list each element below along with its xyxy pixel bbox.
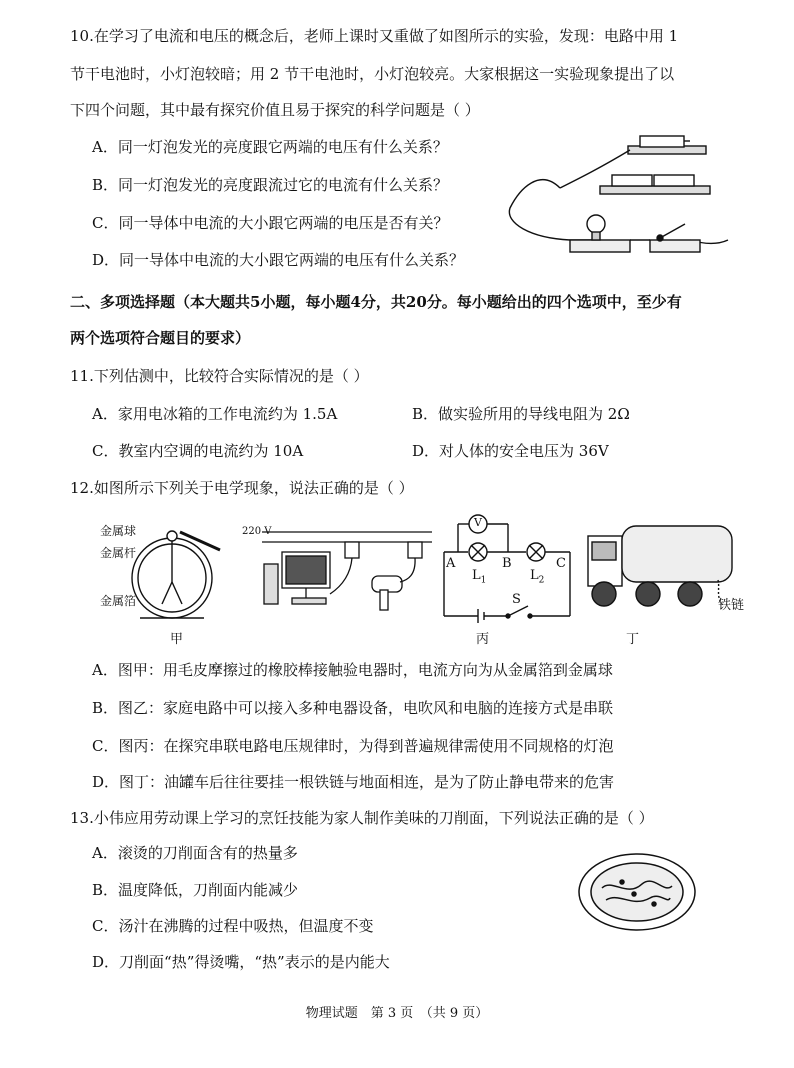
caption-ding: 丁 — [626, 632, 640, 647]
caption-jia: 甲 — [170, 632, 184, 647]
point-c-label: C — [556, 556, 566, 571]
point-a-label: A — [446, 556, 456, 571]
q11-option-a: A．家用电冰箱的工作电流约为 1.5A — [92, 405, 338, 423]
q13-option-a: A．滚烫的刀削面含有的热量多 — [92, 844, 298, 862]
page-footer: 物理试题 第 3 页 （共 9 页） — [305, 1006, 489, 1021]
switch-s-label: S — [512, 592, 521, 607]
q10-option-d: D．同一导体中电流的大小跟它两端的电压有什么关系？ — [92, 251, 465, 269]
q12-option-c: C．图丙：在探究串联电路电压规律时，为得到普遍规律需使用不同规格的灯泡 — [92, 737, 614, 755]
label-220v: 220 V — [242, 526, 272, 537]
label-iron-chain: 铁链 — [718, 598, 745, 613]
label-metal-rod: 金属杆 — [100, 546, 137, 560]
q13-stem: 13.小伟应用劳动课上学习的烹饪技能为家人制作美味的刀削面，下列说法正确的是（ ） — [70, 809, 654, 827]
q12-stem: 12.如图所示下列关于电学现象，说法正确的是（ ） — [70, 479, 414, 497]
q10-option-a: A．同一灯泡发光的亮度跟它两端的电压有什么关系？ — [92, 138, 448, 156]
lamp-l2-label: $L_2$ — [530, 568, 545, 586]
lamp-l1-label: $L_1$ — [472, 568, 487, 586]
q10-circuit-figure — [500, 128, 740, 268]
q13-option-d: D．刀削面“热”得烫嘴，“热”表示的是内能大 — [92, 953, 390, 971]
q10-option-b: B．同一灯泡发光的亮度跟流过它的电流有什么关系？ — [92, 176, 449, 194]
section2-heading-line2: 两个选项符合题目的要求） — [70, 329, 251, 347]
q12-option-a: A．图甲：用毛皮摩擦过的橡胶棒接触验电器时，电流方向为从金属箔到金属球 — [92, 661, 613, 679]
section2-heading-line1: 二、多项选择题（本大题共5小题，每小题4分，共20分。每小题给出的四个选项中，至少有 — [70, 293, 682, 311]
q13-noodle-bowl-figure — [572, 848, 702, 938]
q10-stem-line1: 10.在学习了电流和电压的概念后，老师上课时又重做了如图所示的实验，发现：电路中用 1 — [70, 27, 679, 45]
q10-stem-line3: 下四个问题，其中最有探究价值且易于探究的科学问题是（ ） — [70, 101, 480, 119]
q12-option-b: B．图乙：家庭电路中可以接入多种电器设备，电吹风和电脑的连接方式是串联 — [92, 699, 614, 717]
point-b-label: B — [502, 556, 512, 571]
q11-option-d: D．对人体的安全电压为 36V — [412, 442, 609, 460]
q11-option-c: C．教室内空调的电流约为 10A — [92, 442, 304, 460]
q11-stem: 11.下列估测中，比较符合实际情况的是（ ） — [70, 367, 369, 385]
label-metal-foil: 金属箔 — [100, 594, 137, 608]
q12-option-d: D．图丁：油罐车后往往要挂一根铁链与地面相连，是为了防止静电带来的危害 — [92, 773, 615, 791]
q13-option-c: C．汤汁在沸腾的过程中吸热，但温度不变 — [92, 917, 374, 935]
q10-option-c: C．同一导体中电流的大小跟它两端的电压是否有关？ — [92, 214, 449, 232]
label-metal-ball: 金属球 — [100, 524, 137, 538]
q13-option-b: B．温度降低，刀削面内能减少 — [92, 881, 299, 899]
q11-option-b: B．做实验所用的导线电阻为 2Ω — [412, 405, 630, 423]
caption-bing: 丙 — [476, 632, 490, 647]
q10-stem-line2: 节干电池时，小灯泡较暗；用 2 节干电池时，小灯泡较亮。大家根据这一实验现象提出了以 — [70, 65, 675, 83]
voltmeter-label: V — [474, 516, 482, 529]
